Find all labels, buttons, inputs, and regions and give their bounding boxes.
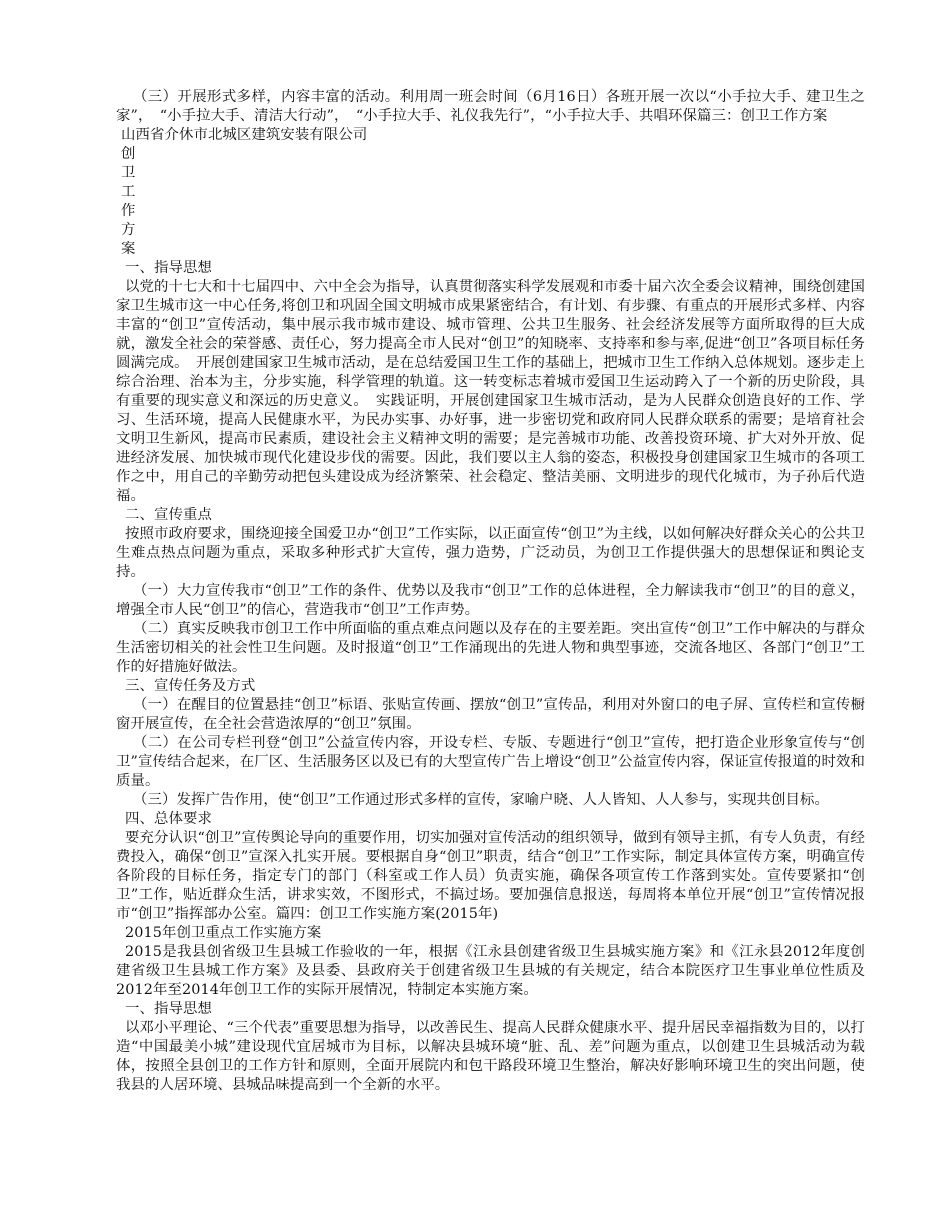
paragraph-task-1: （一）在醒目的位置悬挂“创卫”标语、张贴宣传画、摆放“创卫”宣传品，利用对外窗口的电子屏、宣传栏和宣传橱窗开展宣传，在全社会营造浓厚的“创卫”氛围。 xyxy=(116,697,865,732)
paragraph-2015-intro: 2015是我县创省级卫生县城工作验收的一年，根据《江永县创建省级卫生县城实施方案》和《江永县2012年度创建省级卫生县城工作方案》及县委、县政府关于创建省级卫生县城的有关规定，结合本院医疗卫生事业单位性质及2012年至2014年创卫工作的实际开展情况，特制定本实施方案。 xyxy=(116,944,865,998)
company-name: 山西省介休市北城区建筑安装有限公司 xyxy=(121,127,368,143)
section-heading: 二、宣传重点 xyxy=(125,507,212,523)
title-vertical-char: 案 xyxy=(121,241,136,257)
title-vertical-char: 卫 xyxy=(121,165,136,181)
paragraph-task-2: （二）在公司专栏刊登“创卫”公益宣传内容，开设专栏、专版、专题进行“创卫”宣传，把打造企业形象宣传与“创卫”宣传结合起来，在厂区、生活服务区以及已有的大型宣传广告上增设“创卫”公益宣传内容，保证宣传报道的时效和质量。 xyxy=(116,735,865,789)
title-vertical-char: 创 xyxy=(121,146,136,162)
section-heading: 一、指导思想 xyxy=(125,1001,212,1017)
paragraph-focus-1: （一）大力宣传我市“创卫”工作的条件、优势以及我市“创卫”工作的总体进程，全力解读我市“创卫”的目的意义，增强全市人民“创卫”的信心，营造我市“创卫”工作声势。 xyxy=(116,583,865,618)
section-heading: 四、总体要求 xyxy=(125,811,212,827)
paragraph-guiding-thought: 以党的十七大和十七届四中、六中全会为指导，认真贯彻落实科学发展观和市委十届六次全委会议精神，围绕创建国家卫生城市这一中心任务,将创卫和巩固全国文明城市成果紧密结合，有计划、有步骤、有重点的开展形式多样、内容丰富的“创卫”宣传活动，集中展示我市城市建设、城市管理、公共卫生服务、社会经济发展等方面所取得的巨大成就，激发全社会的荣誉感、责任心，努力提高全市人民对“创卫”的知晓率、支持率和参与率,促进“创卫”各项目标任务圆满完成。 开展创建国家卫生城市活动，是在总结爱国卫生工作的基础上，把城市卫生工作纳入总体规划。逐步走上综合治理、治本为主，分步实施，科学管理的轨道。这一转变标志着城市爱国卫生运动跨入了一个新的历史阶段，具有重要的现实意义和深远的历史意义。 实践证明，开展创建国家卫生城市活动，是为人民群众创造良好的工作、学习、生活环境，提高人民健康水平，为民办实事、办好事，进一步密切党和政府同人民群众联系的需要；是培育社会文明卫生新风，提高市民素质，建设社会主义精神文明的需要；是完善城市功能、改善投资环境、扩大对外开放、促进经济发展、加快城市现代化建设步伐的需要。因此，我们要以主人翁的姿态，积极投身创建国家卫生城市的各项工作之中，用自己的辛勤劳动把包头建设成为经济繁荣、社会稳定、整洁美丽、文明进步的现代化城市，为子孙后代造福。 xyxy=(116,279,865,504)
paragraph-requirements: 要充分认识“创卫”宣传舆论导向的重要作用，切实加强对宣传活动的组织领导，做到有领导主抓，有专人负责，有经费投入，确保“创卫”宣深入扎实开展。要根据自身“创卫”职责，结合“创卫”工作实际，制定具体宣传方案，明确宣传各阶段的目标任务，指定专门的部门（科室或工作人员）负责实施，确保各项宣传工作落到实处。宣传要紧扣“创卫”工作，贴近群众生活，讲求实效，不图形式，不搞过场。要加强信息报送，每周将本单位开展“创卫”宣传情况报市“创卫”指挥部办公室。篇四：创卫工作实施方案(2015年) xyxy=(116,830,865,922)
title-vertical-char: 作 xyxy=(121,203,136,219)
paragraph-activities-3: （三）开展形式多样，内容丰富的活动。利用周一班会时间（6月16日）各班开展一次以“小手拉大手、建卫生之家”， “小手拉大手、清洁大行动”， “小手拉大手、礼仪我先行”，“小手拉大手、共唱环保篇三：创卫工作方案 xyxy=(116,89,865,124)
subtitle-2015-plan: 2015年创卫重点工作实施方案 xyxy=(125,925,322,941)
title-vertical-char: 方 xyxy=(121,222,136,238)
paragraph-focus-2: （二）真实反映我市创卫工作中所面临的重点难点问题以及存在的主要差距。突出宣传“创卫”工作中解决的与群众生活密切相关的社会性卫生问题。及时报道“创卫”工作涌现出的先进人物和典型事迹，交流各地区、各部门“创卫”工作的好措施好做法。 xyxy=(116,621,865,675)
paragraph-task-3: （三）发挥广告作用，使“创卫”工作通过形式多样的宣传，家喻户晓、人人皆知、人人参与，实现共创目标。 xyxy=(133,792,829,808)
paragraph-2015-guiding: 以邓小平理论、“三个代表”重要思想为指导，以改善民生、提高人民群众健康水平、提升居民幸福指数为目的，以打造“中国最美小城”建设现代宜居城市为目标，以解决县城环境“脏、乱、差”问题为重点，以创建卫生县城活动为载体，按照全县创卫的工作方针和原则，全面开展院内和包干路段环境卫生整治，解决好影响环境卫生的突出问题，使我县的人居环境、县城品味提高到一个全新的水平。 xyxy=(116,1020,865,1093)
section-heading: 一、指导思想 xyxy=(125,260,212,276)
title-vertical-char: 工 xyxy=(121,184,136,200)
paragraph-publicity-focus: 按照市政府要求，围绕迎接全国爱卫办“创卫”工作实际，以正面宣传“创卫”为主线，以如何解决好群众关心的公共卫生难点热点问题为重点，采取多种形式扩大宣传，强力造势，广泛动员，为创卫工作提供强大的思想保证和舆论支持。 xyxy=(116,526,865,580)
section-heading: 三、宣传任务及方式 xyxy=(125,678,256,694)
